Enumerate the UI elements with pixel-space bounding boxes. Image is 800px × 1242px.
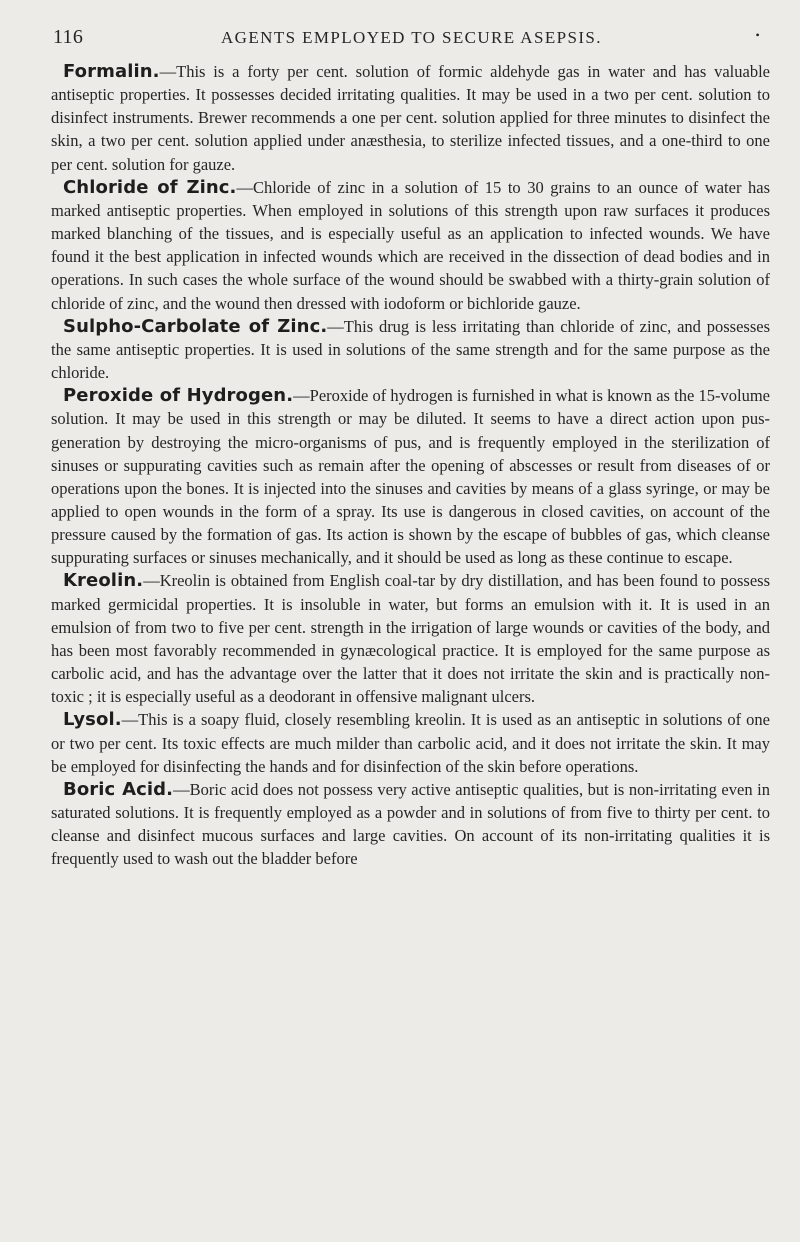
- entry-lysol: [51, 708, 770, 777]
- entry-term: Boric Acid.: [63, 778, 174, 800]
- entry-term: Kreolin.: [63, 570, 144, 592]
- header-mark: •: [755, 28, 760, 42]
- entry-kreolin: [51, 569, 770, 708]
- entry-term: Peroxide of Hydrogen.: [63, 385, 294, 407]
- body-text: [51, 60, 770, 870]
- entry-sulpho-carbolate-of-zinc: [51, 315, 770, 384]
- page-number: 116: [53, 26, 84, 48]
- running-title: AGENTS EMPLOYED TO SECURE ASEPSIS.: [221, 28, 602, 47]
- entry-term: Chloride of Zinc.: [63, 176, 237, 198]
- entry-text: —Peroxide of hydrogen is furnished in what is known as the 15-volume solution. It may be used in this strength or may be diluted. It seems to have a direct action upon pus-generation by destroying the micro-organisms of pus, and is frequently employed in the sterilization of sinuses or suppurating cavities such as remain after the opening of abscesses or result from diseases of or operations upon the bones. It is injected into the sinuses and cavities by means of a glass syringe, or may be applied to open wounds in the form of a spray. Its use is dangerous in closed cavities, on account of the pressure caused by the formation of gas. Its action is shown by the escape of bubbles of gas, which cleanse suppurating surfaces or sinuses mechanically, and it should be used as long as these continue to escape.: [51, 386, 770, 568]
- entry-text: —This drug is less irritating than chloride of zinc, and possesses the same antiseptic properties. It is used in solutions of the same strength and for the same purpose as the chloride.: [51, 316, 770, 383]
- entry-text: —Boric acid does not possess very active antiseptic qualities, but is non-irritating even in saturated solutions. It is frequently employed as a powder and in solutions of from five to thirty per cent. to cleanse and disinfect mucous surfaces and large cavities. On account of its non-irritating qualities it is frequently used to wash out the bladder before: [51, 779, 770, 869]
- entry-formalin: [51, 60, 770, 176]
- entry-term: Formalin.: [63, 61, 160, 82]
- entry-term: Lysol.: [63, 709, 122, 731]
- entry-boric-acid: [51, 778, 770, 871]
- entry-chloride-of-zinc: [51, 176, 770, 315]
- entry-text: —Chloride of zinc in a solution of 15 to 30 grains to an ounce of water has marked antiseptic properties. When employed in solutions of this strength upon raw surfaces it produces marked blanching of the tissues, and is especially useful as an application to infected wounds. We have found it the best application in infected wounds which are received in the dissection of dead bodies and in operations. In such cases the whole surface of the wound should be swabbed with a thirty-grain solution of chloride of zinc, and the wound then dressed with iodoform or bichloride gauze.: [51, 177, 770, 313]
- entry-peroxide-of-hydrogen: [51, 384, 770, 569]
- running-head: [51, 26, 770, 60]
- entry-text: —This is a soapy fluid, closely resembling kreolin. It is used as an antiseptic in solutions of one or two per cent. Its toxic effects are much milder than carbolic acid, and it does not irritate the skin. It may be employed for disinfecting the hands and for disinfection of the skin before operations.: [51, 710, 770, 776]
- entry-text: —Kreolin is obtained from English coal-tar by dry distillation, and has been found to possess marked germicidal properties. It is insoluble in water, but forms an emulsion with it. It is used in an emulsion of from two to five per cent. strength in the irrigation of large wounds or cavities of the body, and has been most favorably recommended in gynæcological practice. It is employed for the same purpose as carbolic acid, and has the advantage over the latter that it does not irritate the skin and is practically non-toxic ; it is especially useful as a deodorant in offensive malignant ulcers.: [51, 571, 770, 707]
- entry-term: Sulpho-Carbolate of Zinc.: [63, 315, 328, 337]
- entry-text: —This is a forty per cent. solution of formic aldehyde gas in water and has valuable antiseptic properties. It possesses decided irritating qualities. It may be used in a two per cent. solution to disinfect instruments. Brewer recommends a one per cent. solution applied for three minutes to disinfect the skin, a two per cent. solution applied under anæsthesia, to sterilize infected tissues, and a one-third to one per cent. solution for gauze.: [51, 62, 770, 174]
